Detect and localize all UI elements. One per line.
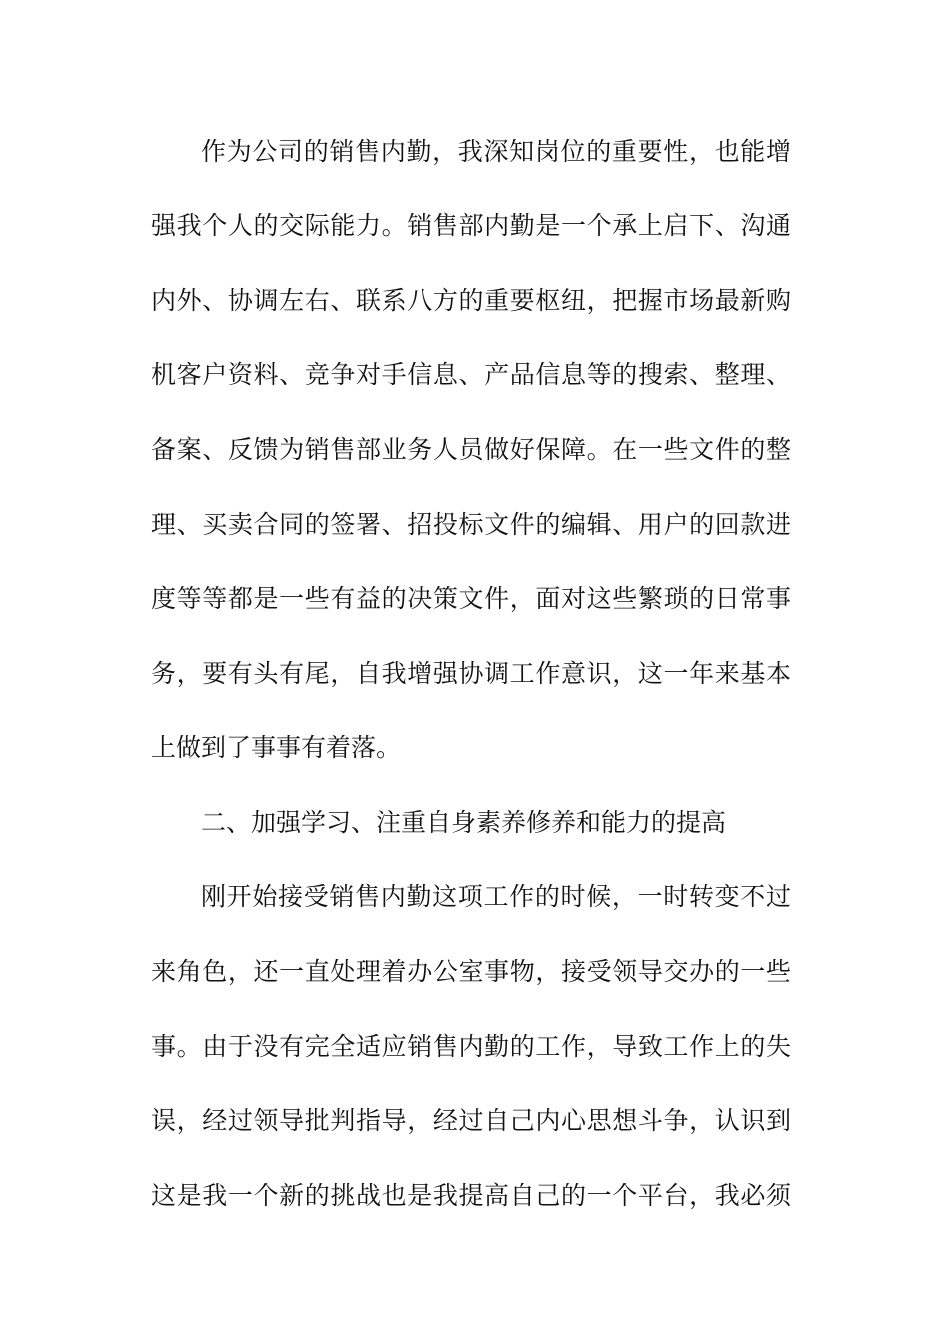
- paragraph-line: 务，要有头有尾，自我增强协调工作意识，这一年来基本: [151, 659, 791, 688]
- paragraph-line: 理、买卖合同的签署、招投标文件的编辑、用户的回款进: [151, 510, 791, 539]
- paragraph-line: 度等等都是一些有益的决策文件，面对这些繁琐的日常事: [151, 584, 791, 613]
- paragraph-line: 上做到了事事有着落。: [151, 733, 402, 762]
- paragraph-line: 作为公司的销售内勤，我深知岗位的重要性，也能增: [201, 137, 791, 166]
- paragraph-line: 强我个人的交际能力。销售部内勤是一个承上启下、沟通: [151, 211, 791, 240]
- paragraph-line: 误，经过领导批判指导，经过自己内心思想斗争，认识到: [151, 1106, 791, 1135]
- paragraph-line: 这是我一个新的挑战也是我提高自己的一个平台，我必须: [151, 1181, 791, 1210]
- paragraph-line: 备案、反馈为销售部业务人员做好保障。在一些文件的整: [151, 435, 791, 464]
- paragraph-line: 内外、协调左右、联系八方的重要枢纽，把握市场最新购: [151, 286, 791, 315]
- paragraph-line: 来角色，还一直处理着办公室事物，接受领导交办的一些: [151, 957, 791, 986]
- paragraph-line: 事。由于没有完全适应销售内勤的工作，导致工作上的失: [151, 1032, 791, 1061]
- section-heading: 二、加强学习、注重自身素养修养和能力的提高: [201, 808, 727, 837]
- paragraph-line: 刚开始接受销售内勤这项工作的时候，一时转变不过: [201, 882, 791, 911]
- paragraph-line: 机客户资料、竞争对手信息、产品信息等的搜索、整理、: [151, 360, 791, 389]
